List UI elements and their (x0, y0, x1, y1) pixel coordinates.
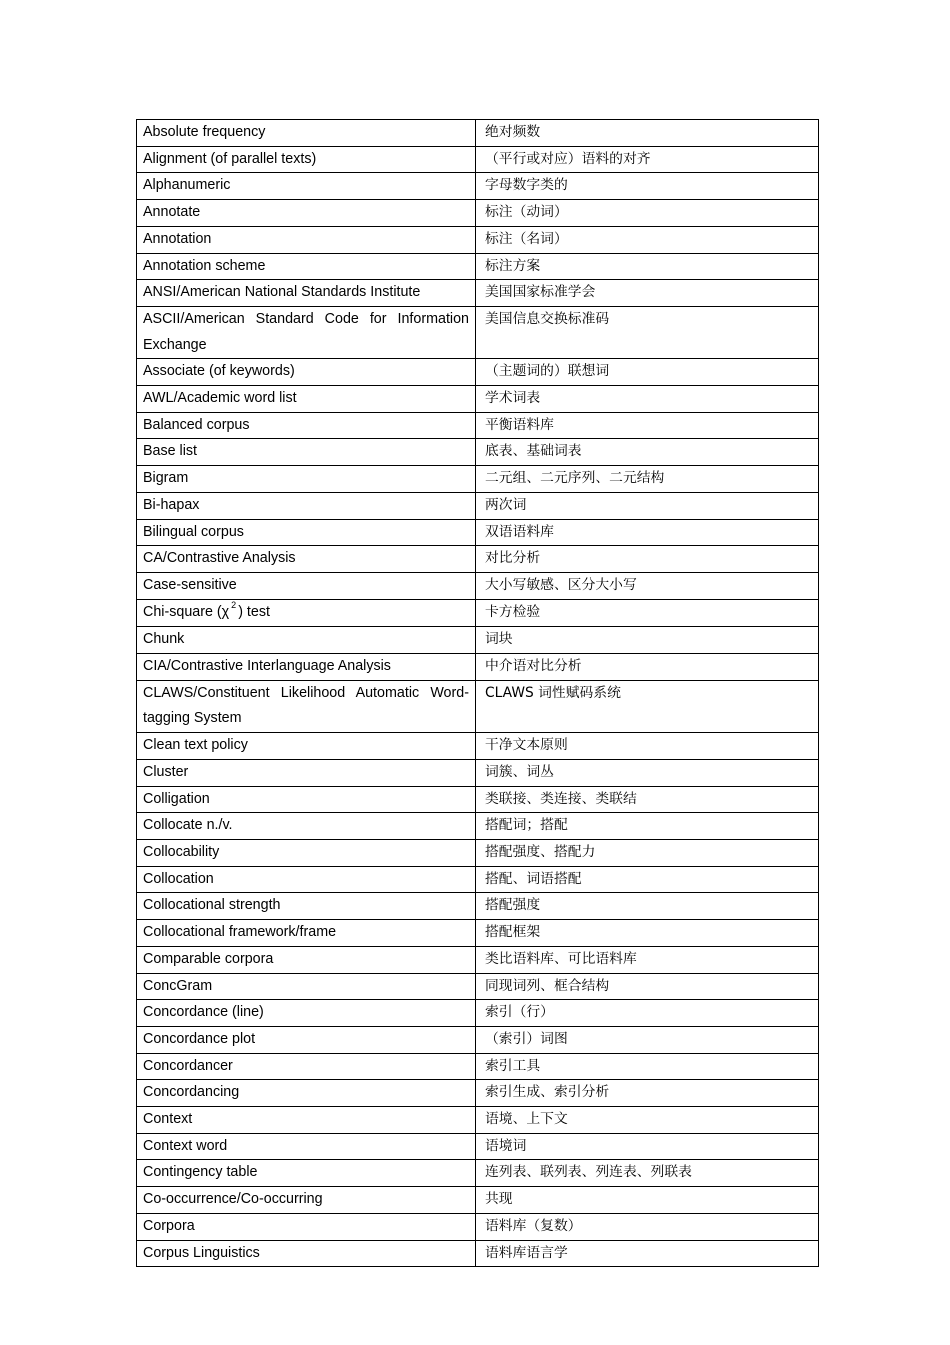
term-chinese: 同现词列、框合结构 (476, 973, 819, 1000)
term-chinese: 索引（行） (476, 1000, 819, 1027)
table-row (137, 893, 819, 920)
table-row (137, 654, 819, 681)
term-english: Corpora (137, 1213, 476, 1240)
term-english: Co-occurrence/Co-occurring (137, 1187, 476, 1214)
term-english: AWL/Academic word list (137, 386, 476, 413)
term-english: Collocational strength (137, 893, 476, 920)
term-chinese: 类联接、类连接、类联结 (476, 786, 819, 813)
term-chinese: 底表、基础词表 (476, 439, 819, 466)
term-english: Concordance plot (137, 1026, 476, 1053)
glossary-table (136, 119, 819, 1267)
term-english: Context word (137, 1133, 476, 1160)
table-row (137, 546, 819, 573)
table-row (137, 786, 819, 813)
term-english: Balanced corpus (137, 412, 476, 439)
table-row (137, 627, 819, 654)
term-chinese: CLAWS 词性赋码系统 (476, 680, 819, 732)
term-chinese: 类比语料库、可比语料库 (476, 946, 819, 973)
table-row (137, 386, 819, 413)
term-chinese: 索引生成、索引分析 (476, 1080, 819, 1107)
table-row (137, 253, 819, 280)
term-chinese: 标注方案 (476, 253, 819, 280)
term-chinese: 语境词 (476, 1133, 819, 1160)
table-row (137, 226, 819, 253)
term-chinese: 语料库语言学 (476, 1240, 819, 1267)
term-chinese: 双语语料库 (476, 519, 819, 546)
table-row (137, 973, 819, 1000)
term-english: CIA/Contrastive Interlanguage Analysis (137, 654, 476, 681)
term-chinese: 搭配强度、搭配力 (476, 839, 819, 866)
table-row (137, 439, 819, 466)
table-row (137, 680, 819, 732)
table-row (137, 306, 819, 358)
table-row (137, 359, 819, 386)
term-chinese: 学术词表 (476, 386, 819, 413)
term-english-part: Chi-square (χ (143, 603, 230, 620)
table-row (137, 173, 819, 200)
term-english: Context (137, 1107, 476, 1134)
term-chinese: 词簇、词丛 (476, 759, 819, 786)
table-row (137, 920, 819, 947)
term-chinese: 搭配、词语搭配 (476, 866, 819, 893)
table-row (137, 866, 819, 893)
term-english: Case-sensitive (137, 572, 476, 599)
term-english: Collocability (137, 839, 476, 866)
table-row (137, 120, 819, 147)
term-english: Clean text policy (137, 733, 476, 760)
term-english: Collocation (137, 866, 476, 893)
term-chinese: 标注（名词） (476, 226, 819, 253)
table-row (137, 280, 819, 307)
term-chinese: 美国信息交换标准码 (476, 306, 819, 358)
term-chinese: 二元组、二元序列、二元结构 (476, 466, 819, 493)
term-chinese: 两次词 (476, 492, 819, 519)
table-row (137, 1000, 819, 1027)
table-row (137, 813, 819, 840)
term-english: Comparable corpora (137, 946, 476, 973)
term-chinese: 标注（动词） (476, 200, 819, 227)
table-row (137, 1053, 819, 1080)
table-row (137, 492, 819, 519)
term-english: Contingency table (137, 1160, 476, 1187)
table-row (137, 733, 819, 760)
table-row (137, 946, 819, 973)
term-english: Annotation (137, 226, 476, 253)
table-row (137, 200, 819, 227)
term-english: Corpus Linguistics (137, 1240, 476, 1267)
table-row (137, 1080, 819, 1107)
term-chinese: 美国国家标准学会 (476, 280, 819, 307)
term-english: Colligation (137, 786, 476, 813)
term-english: Chunk (137, 627, 476, 654)
term-english: Concordancing (137, 1080, 476, 1107)
term-chinese: 连列表、联列表、列连表、列联表 (476, 1160, 819, 1187)
term-english: ConcGram (137, 973, 476, 1000)
table-row (137, 599, 819, 627)
table-row (137, 839, 819, 866)
table-row (137, 1187, 819, 1214)
table-row (137, 1026, 819, 1053)
term-english: Associate (of keywords) (137, 359, 476, 386)
term-chinese: 绝对频数 (476, 120, 819, 147)
term-english-part: ) test (238, 603, 270, 620)
term-english: Alphanumeric (137, 173, 476, 200)
term-chinese: 卡方检验 (476, 599, 819, 627)
term-chinese: 对比分析 (476, 546, 819, 573)
term-english: Bilingual corpus (137, 519, 476, 546)
term-chinese: 大小写敏感、区分大小写 (476, 572, 819, 599)
table-row (137, 466, 819, 493)
term-english: Annotation scheme (137, 253, 476, 280)
term-chinese: 搭配词；搭配 (476, 813, 819, 840)
term-english: Bi-hapax (137, 492, 476, 519)
term-english: Bigram (137, 466, 476, 493)
table-row (137, 572, 819, 599)
term-english: Absolute frequency (137, 120, 476, 147)
term-english: Concordance (line) (137, 1000, 476, 1027)
term-chinese: 中介语对比分析 (476, 654, 819, 681)
term-english: Collocational framework/frame (137, 920, 476, 947)
term-chinese: 索引工具 (476, 1053, 819, 1080)
term-english: Cluster (137, 759, 476, 786)
term-english: ASCII/American Standard Code for Information Exchange (137, 306, 476, 358)
table-row (137, 1213, 819, 1240)
term-chinese: 语料库（复数） (476, 1213, 819, 1240)
table-row (137, 1160, 819, 1187)
term-english: ANSI/American National Standards Institute (137, 280, 476, 307)
term-chinese: 搭配框架 (476, 920, 819, 947)
term-chinese: 字母数字类的 (476, 173, 819, 200)
term-chinese: 词块 (476, 627, 819, 654)
term-chinese: （主题词的）联想词 (476, 359, 819, 386)
term-english: Base list (137, 439, 476, 466)
table-row (137, 519, 819, 546)
term-english: CA/Contrastive Analysis (137, 546, 476, 573)
table-row (137, 1240, 819, 1267)
term-english: Alignment (of parallel texts) (137, 146, 476, 173)
term-chinese: （平行或对应）语料的对齐 (476, 146, 819, 173)
term-english: Annotate (137, 200, 476, 227)
term-chinese: 语境、上下文 (476, 1107, 819, 1134)
table-row (137, 759, 819, 786)
term-chinese: 平衡语料库 (476, 412, 819, 439)
term-english: Concordancer (137, 1053, 476, 1080)
term-chinese: 共现 (476, 1187, 819, 1214)
table-row (137, 1133, 819, 1160)
term-chinese: 干净文本原则 (476, 733, 819, 760)
term-chinese: 搭配强度 (476, 893, 819, 920)
term-english (137, 599, 476, 627)
table-row (137, 1107, 819, 1134)
term-english: CLAWS/Constituent Likelihood Automatic Word-tagging System (137, 680, 476, 732)
term-chinese: （索引）词图 (476, 1026, 819, 1053)
table-row (137, 146, 819, 173)
table-row (137, 412, 819, 439)
superscript-two: 2 (231, 599, 237, 610)
term-english: Collocate n./v. (137, 813, 476, 840)
